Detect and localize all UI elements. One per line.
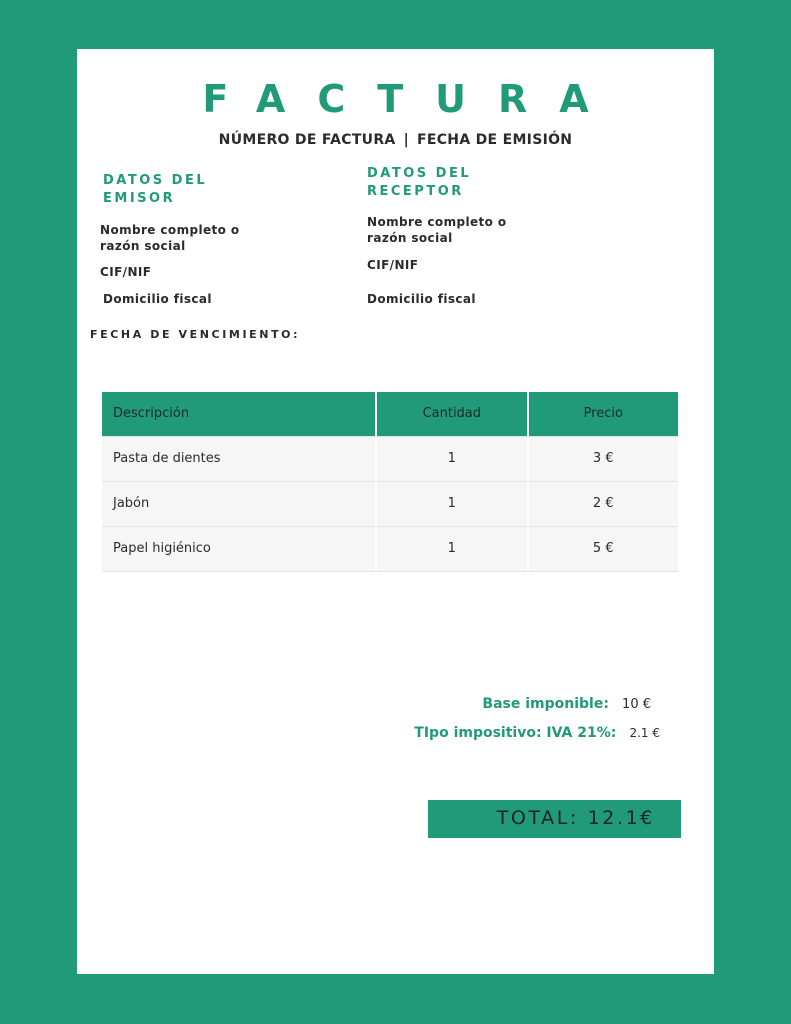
- receiver-name-line1: Nombre completo o: [367, 215, 507, 229]
- issuer-name-line1: Nombre completo o: [100, 223, 240, 237]
- total-text: TOTAL: 12.1€: [496, 807, 655, 829]
- receiver-name: [367, 214, 507, 246]
- tax-label: TIpo impositivo: IVA 21%:: [414, 725, 617, 741]
- table-header: [102, 392, 678, 436]
- table-row: [102, 526, 678, 572]
- receiver-heading: DATOS DEL RECEPTOR: [367, 166, 472, 199]
- row-quantity: 1: [375, 482, 526, 526]
- issuer-name: [100, 222, 240, 254]
- row-description: Papel higiénico: [113, 541, 211, 556]
- issuer-address: Domicilio fiscal: [103, 292, 212, 306]
- total-box: [428, 800, 681, 838]
- issuer-tax-id: CIF/NIF: [100, 265, 152, 279]
- due-date-label: FECHA DE VENCIMIENTO:: [90, 328, 301, 341]
- header-description: Descripción: [113, 406, 190, 421]
- row-price: 3 €: [527, 437, 678, 481]
- receiver-name-line2: razón social: [367, 231, 453, 245]
- invoice-subtitle: [0, 133, 791, 147]
- row-description: Jabón: [113, 496, 150, 511]
- issuer-heading: DATOS DEL EMISOR: [103, 173, 208, 206]
- base-value: 10 €: [622, 697, 651, 712]
- row-price: 2 €: [527, 482, 678, 526]
- invoice-number-label: NÚMERO DE FACTURA: [218, 132, 396, 148]
- header-quantity: Cantidad: [375, 392, 526, 436]
- header-price: Precio: [527, 392, 678, 436]
- table-row: [102, 481, 678, 526]
- issuer-name-line2: razón social: [100, 239, 186, 253]
- tax-row: [414, 724, 660, 740]
- issue-date-label: FECHA DE EMISIÓN: [417, 132, 573, 148]
- items-table: [102, 392, 678, 572]
- receiver-tax-id: CIF/NIF: [367, 258, 419, 272]
- receiver-address: Domicilio fiscal: [367, 292, 476, 306]
- invoice-title: FACTURA: [202, 77, 621, 121]
- subtitle-separator: |: [403, 132, 409, 148]
- row-quantity: 1: [375, 437, 526, 481]
- row-price: 5 €: [527, 527, 678, 571]
- base-label: Base imponible:: [482, 696, 609, 712]
- tax-value: 2.1 €: [629, 726, 660, 740]
- row-description: Pasta de dientes: [113, 451, 221, 466]
- table-row: [102, 436, 678, 481]
- base-row: [482, 695, 651, 711]
- row-quantity: 1: [375, 527, 526, 571]
